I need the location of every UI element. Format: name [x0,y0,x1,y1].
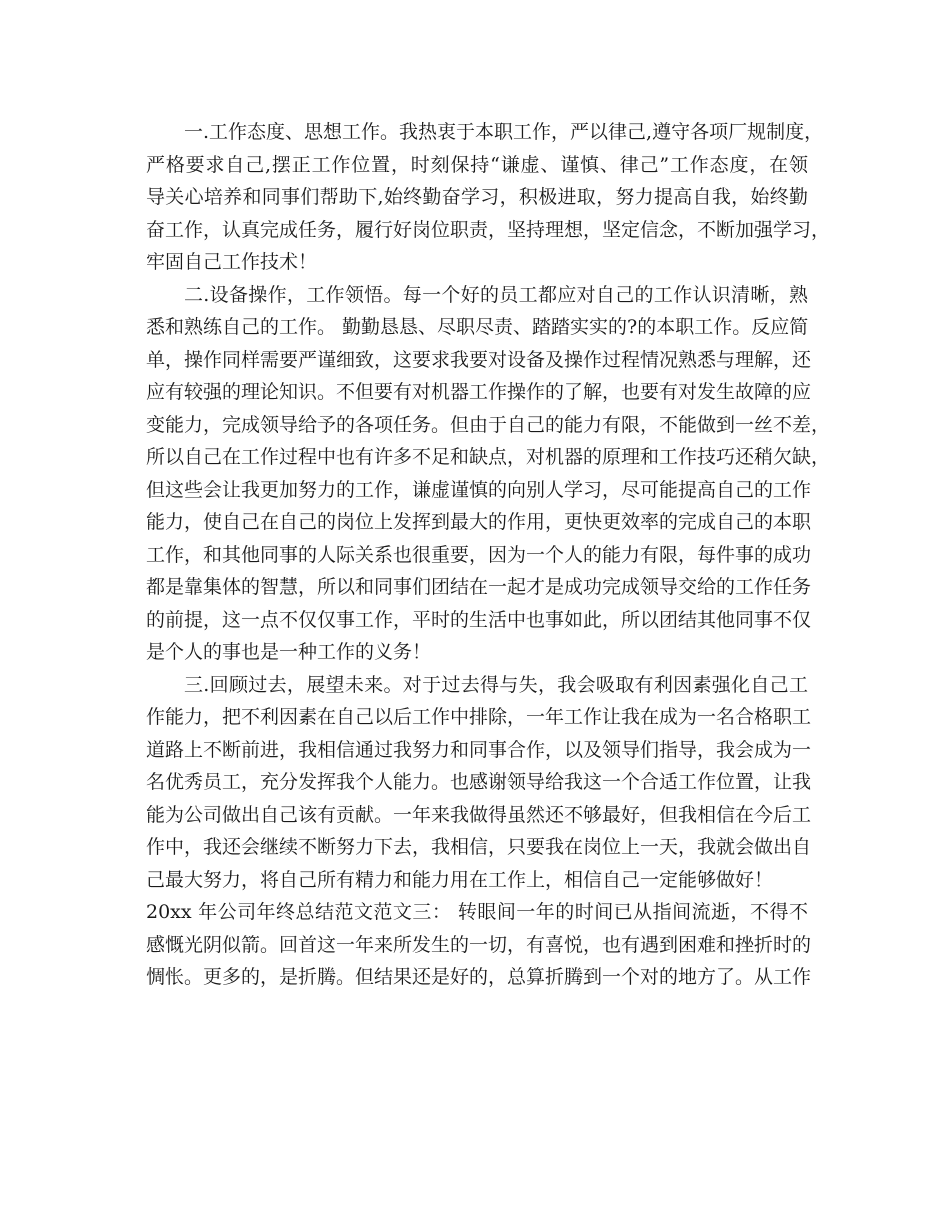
text-line: 20xx 年公司年终总结范文范文三： 转眼间一年的时间已从指间流逝，不得不 [146,901,808,923]
text-line: 变能力，完成领导给予的各项任务。但由于自己的能力有限，不能做到一丝不差， [146,413,831,436]
paragraph-section-3 [146,669,812,897]
text-line: 能为公司做出自己该有贡献。一年来我做得虽然还不够最好，但我相信在今后工 [146,803,812,826]
text-line: 奋工作，认真完成任务，履行好岗位职责，坚持理想，坚定信念，不断加强学习， [146,218,831,241]
text-line: 惆怅。更多的，是折腾。但结果还是好的，总算折腾到一个对的地方了。从工作 [146,966,812,988]
text-line: 牢固自己工作技术！ [146,251,318,273]
text-line: 名优秀员工，充分发挥我个人能力。也感谢领导给我这一个合适工作位置，让我 [146,771,812,793]
text-line: 是个人的事也是一种工作的义务！ [146,641,432,663]
text-line: 二.设备操作，工作领悟。每一个好的员工都应对自己的工作认识清晰，熟 [184,283,808,306]
text-line: 作能力，把不利因素在自己以后工作中排除，一年工作让我在成为一名合格职工 [146,706,812,728]
text-line: 悉和熟练自己的工作。 勤勤恳恳、尽职尽责、踏踏实实的?的本职工作。反应简 [146,316,809,338]
text-line: 导关心培养和同事们帮助下,始终勤奋学习，积极进取，努力提高自我，始终勤 [146,186,808,208]
text-line: 己最大努力，将自己所有精力和能力用在工作上，相信自己一定能够做好！ [146,868,774,891]
text-line: 一.工作态度、思想工作。我热衷于本职工作，严以律己,遵守各项厂规制度， [184,121,824,143]
text-line: 应有较强的理论知识。不但要有对机器工作操作的了解，也要有对发生故障的应 [146,381,812,403]
text-line: 道路上不断前进，我相信通过我努力和同事合作，以及领导们指导，我会成为一 [146,738,812,761]
text-line: 感慨光阴似箭。回首这一年来所发生的一切，有喜悦，也有遇到困难和挫折时的 [146,933,812,956]
text-line: 都是靠集体的智慧，所以和同事们团结在一起才是成功完成领导交给的工作任务 [146,576,812,598]
text-line: 三.回顾过去，展望未来。对于过去得与失，我会吸取有利因素强化自己工 [184,673,808,696]
paragraph-section-2 [146,279,831,669]
text-line: 工作，和其他同事的人际关系也很重要，因为一个人的能力有限，每件事的成功 [146,543,812,566]
text-line: 作中，我还会继续不断努力下去，我相信，只要我在岗位上一天，我就会做出自 [146,836,812,858]
paragraph-section-1 [146,116,831,279]
text-line: 单，操作同样需要严谨细致，这要求我要对设备及操作过程情况熟悉与理解，还 [146,348,812,371]
document-body [146,116,831,994]
text-line: 所以自己在工作过程中也有许多不足和缺点，对机器的原理和工作技巧还稍欠缺， [146,446,831,468]
text-line: 能力，使自己在自己的岗位上发挥到最大的作用，更快更效率的完成自己的本职 [146,511,812,533]
text-line: 严格要求自己,摆正工作位置，时刻保持“谦虚、谨慎、律己”工作态度，在领 [146,153,808,176]
text-line: 但这些会让我更加努力的工作，谦虚谨慎的向别人学习，尽可能提高自己的工作 [146,478,812,501]
text-line: 的前提，这一点不仅仅事工作，平时的生活中也事如此，所以团结其他同事不仅 [146,608,812,631]
paragraph-section-4 [146,896,812,994]
